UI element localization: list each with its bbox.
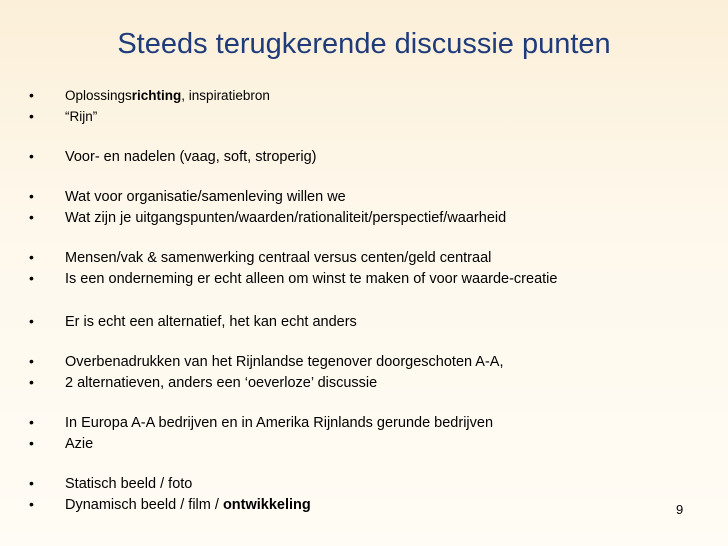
slide-title: Steeds terugkerende discussie punten (117, 28, 611, 60)
bullet-text: In Europa A-A bedrijven en in Amerika Rijnlands gerunde bedrijven (65, 415, 494, 431)
bullet-text: Wat voor organisatie/samenleving willen we (65, 189, 346, 205)
bullet-item (0, 248, 690, 268)
bullet-item (0, 352, 690, 372)
bullet-dot-icon: • (29, 108, 34, 124)
bullet-item (0, 86, 690, 106)
bullet-item (0, 474, 690, 494)
bullet-dot-icon: • (29, 148, 34, 164)
bullet-dot-icon: • (29, 435, 34, 451)
bullet-dot-icon: • (29, 353, 34, 369)
bullet-text: Overbenadrukken van het Rijnlandse tegenover doorgeschoten A-A, (65, 354, 504, 370)
bullet-dot-icon: • (29, 313, 34, 329)
bullet-dot-icon: • (29, 249, 34, 265)
bullet-item (0, 269, 690, 289)
bullet-text: Er is echt een alternatief, het kan echt anders (65, 314, 357, 330)
bullet-dot-icon: • (29, 209, 34, 225)
bullet-text: Dynamisch beeld / film / ontwikkeling (65, 497, 311, 513)
bullet-dot-icon: • (29, 496, 34, 512)
bullet-text: Is een onderneming er echt alleen om winst te maken of voor waarde-creatie (65, 271, 558, 287)
bullet-dot-icon: • (29, 270, 34, 286)
bullet-item (0, 312, 690, 332)
bullet-item (0, 187, 690, 207)
bullet-text: Wat zijn je uitgangspunten/waarden/rationaliteit/perspectief/waarheid (65, 210, 507, 226)
bullet-dot-icon: • (29, 475, 34, 491)
bullet-item (0, 373, 690, 393)
bullet-text: Voor- en nadelen (vaag, soft, stroperig) (65, 149, 317, 165)
bullet-dot-icon: • (29, 188, 34, 204)
bullet-item (0, 107, 690, 127)
bullet-text: “Rijn” (65, 109, 98, 124)
bullet-item (0, 413, 690, 433)
bullet-text: Oplossingsrichting, inspiratiebron (65, 88, 270, 103)
bullet-text: Azie (65, 436, 94, 452)
bullet-text: 2 alternatieven, anders een ‘oeverloze’ discussie (65, 375, 378, 391)
bullet-text: Mensen/vak & samenwerking centraal versus centen/geld centraal (65, 250, 492, 266)
bullet-item (0, 495, 690, 515)
bullet-text: Statisch beeld / foto (65, 476, 193, 492)
bullet-item (0, 208, 690, 228)
bullet-dot-icon: • (29, 374, 34, 390)
bullet-item (0, 147, 690, 167)
bullet-item (0, 434, 690, 454)
bullet-dot-icon: • (29, 414, 34, 430)
bullet-dot-icon: • (29, 87, 34, 103)
page-number: 9 (676, 502, 684, 517)
